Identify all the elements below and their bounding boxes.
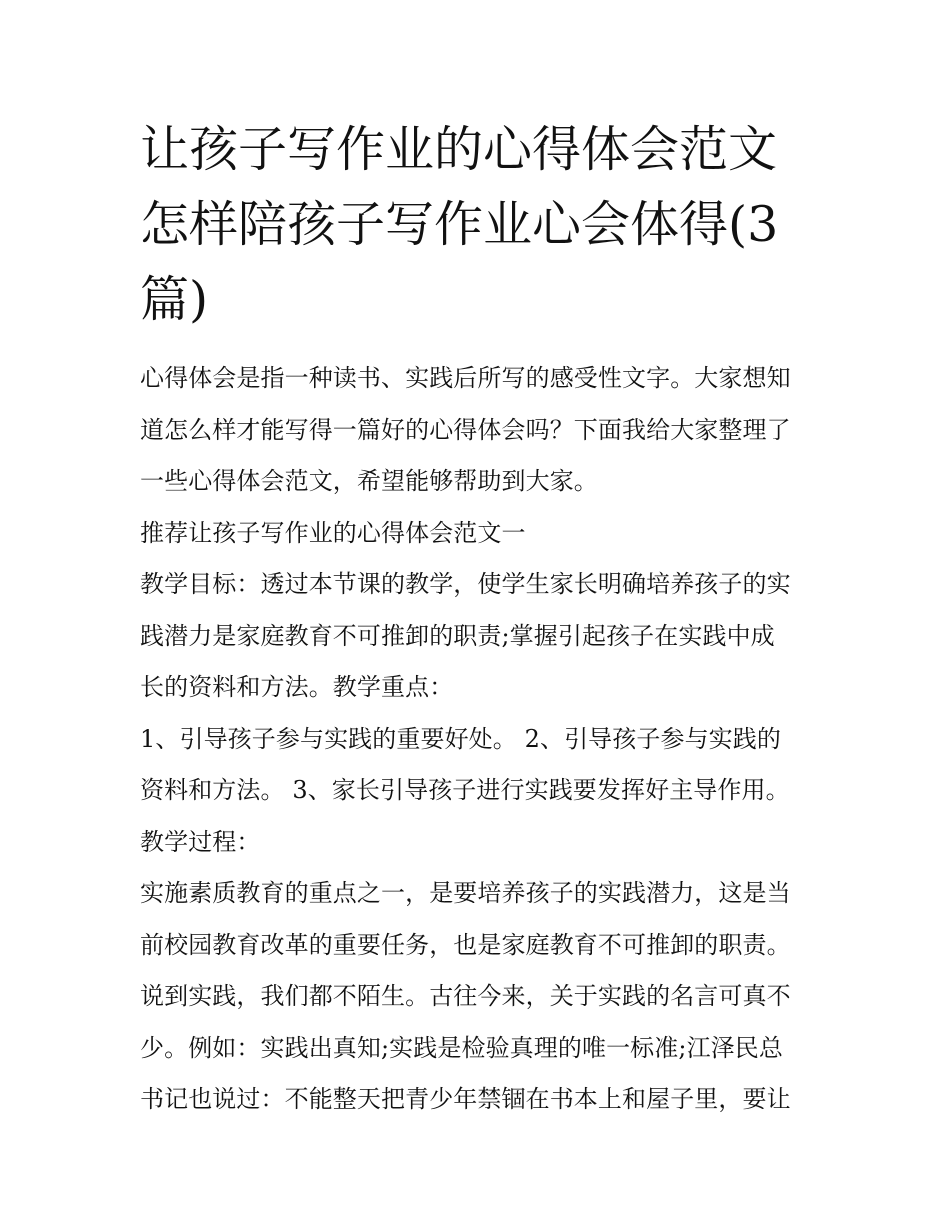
process-heading: 教学过程： <box>140 827 261 856</box>
title-line-3: 篇) <box>140 271 209 328</box>
title-line-1: 让孩子写作业的心得体会范文 <box>140 121 778 178</box>
objective-line-3: 长的资料和方法。教学重点： <box>140 673 454 701</box>
title-line-2: 怎样陪孩子写作业心会体得(3 <box>140 196 779 253</box>
intro-line-1: 心得体会是指一种读书、实践后所写的感受性文字。大家想知 <box>140 364 791 392</box>
section-heading: 推荐让孩子写作业的心得体会范文一 <box>140 518 526 547</box>
process-line-1: 实施素质教育的重点之一，是要培养孩子的实践潜力，这是当 <box>140 879 791 907</box>
intro-line-3: 一些心得体会范文，希望能够帮助到大家。 <box>140 467 598 495</box>
process-line-2: 前校园教育改革的重要任务，也是家庭教育不可推卸的职责。 <box>140 930 791 959</box>
process-line-4: 少。例如：实践出真知;实践是检验真理的唯一标准;江泽民总 <box>140 1033 783 1062</box>
key-points-line-1: 1、引导孩子参与实践的重要好处。 2、引导孩子参与实践的 <box>140 724 781 753</box>
document-body <box>140 353 820 1126</box>
key-points-line-2: 资料和方法。 3、家长引导孩子进行实践要发挥好主导作用。 <box>140 776 790 804</box>
objective-line-2: 践潜力是家庭教育不可推卸的职责;掌握引起孩子在实践中成 <box>140 621 775 650</box>
document-title <box>140 112 820 337</box>
process-line-5: 书记也说过：不能整天把青少年禁锢在书本上和屋子里，要让 <box>140 1085 791 1113</box>
process-line-3: 说到实践，我们都不陌生。古往今来，关于实践的名言可真不 <box>140 982 791 1010</box>
intro-line-2: 道怎么样才能写得一篇好的心得体会吗？下面我给大家整理了 <box>140 415 791 444</box>
objective-line-1: 教学目标：透过本节课的教学，使学生家长明确培养孩子的实 <box>140 570 791 598</box>
